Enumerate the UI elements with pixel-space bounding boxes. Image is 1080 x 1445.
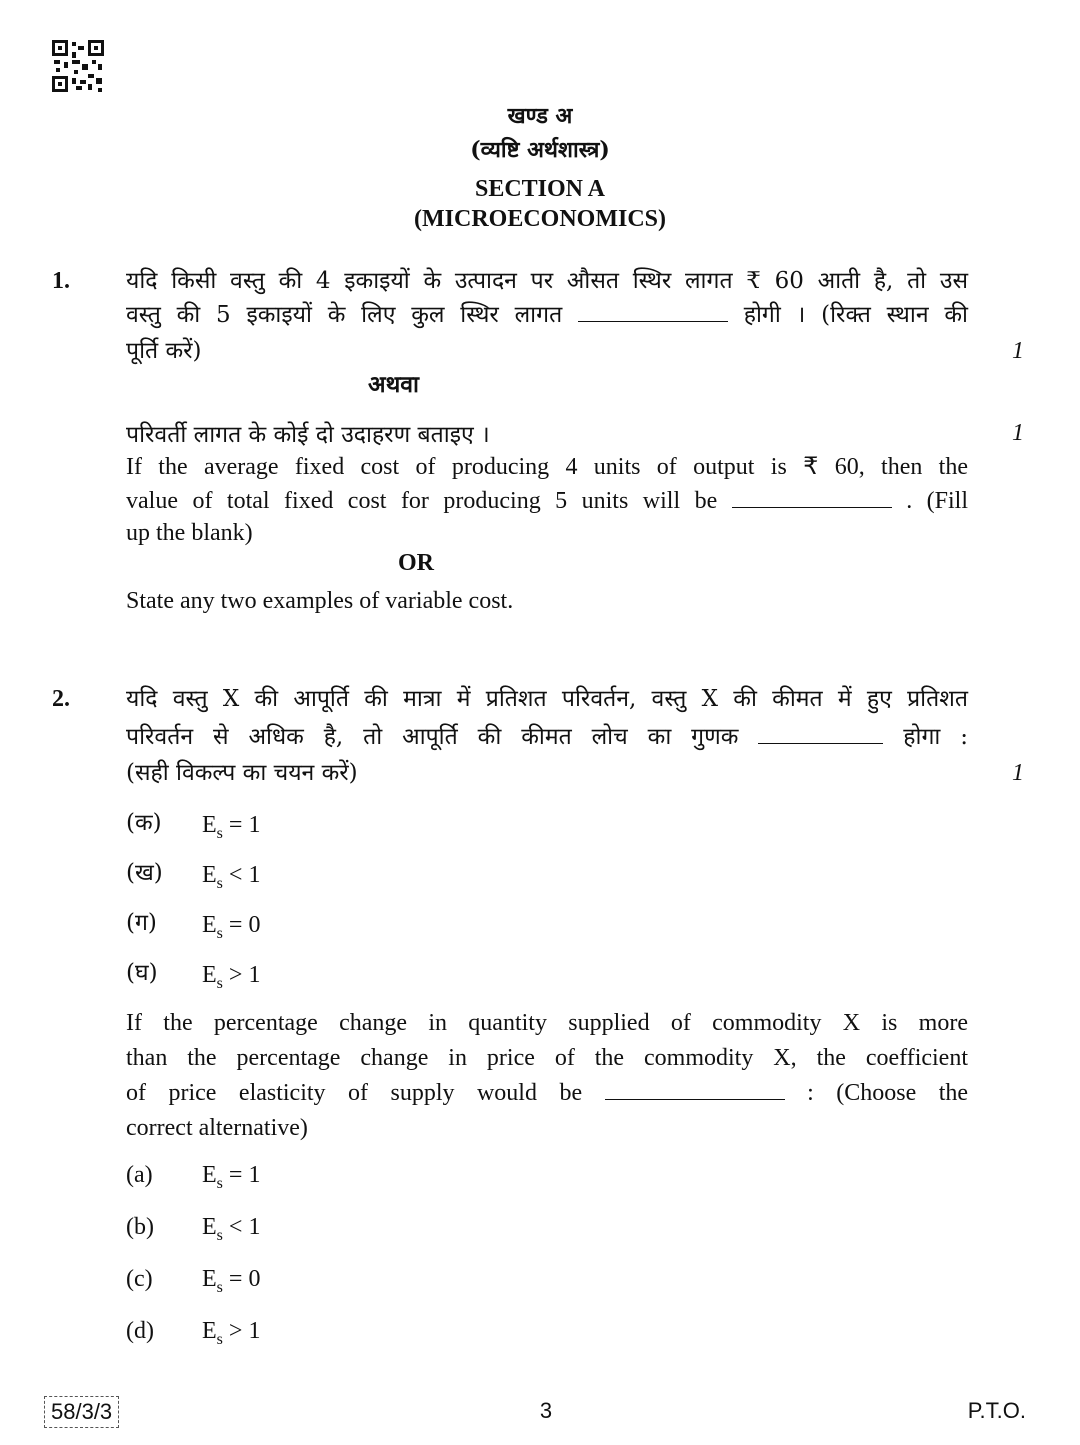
marks: 1 bbox=[1012, 760, 1024, 786]
fill-blank bbox=[758, 721, 883, 744]
q2-english-line-1: If the percentage change in quantity supplied of commodity X is more bbox=[126, 1010, 968, 1036]
q2-hindi-line-1: यदि वस्तु X की आपूर्ति की मात्रा में प्रतिशत परिवर्तन, वस्तु X की कीमत में हुए प्रतिशत bbox=[126, 686, 968, 712]
option-label: (ख) bbox=[126, 860, 163, 886]
option-value: $E_s > 1$ bbox=[202, 962, 261, 992]
q1-english-line-2 bbox=[126, 484, 968, 518]
fill-blank bbox=[605, 1077, 785, 1100]
option-label: (b) bbox=[126, 1214, 154, 1240]
q2-english-line-3a: of price elasticity of supply would be bbox=[126, 1080, 583, 1106]
marks: 1 bbox=[1012, 420, 1024, 446]
fill-blank bbox=[732, 485, 892, 508]
q2-english-line-3 bbox=[126, 1076, 968, 1110]
q2-english-line-3b: : (Choose the bbox=[807, 1080, 969, 1106]
q2-english-line-2: than the percentage change in price of the commodity X, the coefficient bbox=[126, 1045, 968, 1071]
option-value: $E_s < 1$ bbox=[202, 862, 261, 892]
q1-english-line-1: If the average fixed cost of producing 4 units of output is ₹ 60, then the bbox=[126, 454, 968, 480]
or-hindi: अथवा bbox=[368, 371, 420, 398]
page-number: 3 bbox=[539, 1398, 553, 1423]
q1-english-alternative: State any two examples of variable cost. bbox=[126, 588, 514, 614]
question-number: 2. bbox=[52, 686, 70, 712]
q1-english-line-3: up the blank) bbox=[126, 520, 253, 546]
option-label: (d) bbox=[126, 1318, 154, 1344]
paper-code: 58/3/3 bbox=[44, 1396, 119, 1428]
option-label: (घ) bbox=[126, 960, 158, 986]
q2-hindi-line-2b: होगा : bbox=[903, 724, 969, 750]
question-number: 1. bbox=[52, 268, 70, 294]
option-label: (ग) bbox=[126, 910, 157, 936]
subject-heading-english: (MICROECONOMICS) bbox=[414, 206, 666, 232]
q1-hindi-line-2b: होगी । (रिक्त स्थान की bbox=[743, 302, 968, 328]
q2-hindi-line-2 bbox=[126, 720, 968, 754]
option-label: (c) bbox=[126, 1266, 153, 1292]
option-value: $E_s = 0$ bbox=[202, 912, 261, 942]
q2-english-line-4: correct alternative) bbox=[126, 1115, 308, 1141]
q2-hindi-line-2a: परिवर्तन से अधिक है, तो आपूर्ति की कीमत लोच का गुणक bbox=[126, 724, 739, 750]
q1-hindi-line-3: पूर्ति करें) bbox=[126, 338, 202, 364]
subject-heading-hindi: (व्यष्टि अर्थशास्त्र) bbox=[470, 137, 610, 163]
option-value: $E_s = 1$ bbox=[202, 1162, 261, 1192]
q2-hindi-line-3: (सही विकल्प का चयन करें) bbox=[126, 760, 358, 786]
q1-hindi-alternative: परिवर्ती लागत के कोई दो उदाहरण बताइए । bbox=[126, 422, 490, 448]
or-english: OR bbox=[398, 550, 434, 576]
option-value: $E_s < 1$ bbox=[202, 1214, 261, 1244]
section-heading-english: SECTION A bbox=[474, 176, 606, 202]
q1-hindi-line-2 bbox=[126, 298, 968, 332]
please-turn-over: P.T.O. bbox=[967, 1398, 1026, 1423]
option-value: $E_s = 0$ bbox=[202, 1266, 261, 1296]
qr-code-icon bbox=[52, 40, 104, 92]
option-label: (a) bbox=[126, 1162, 153, 1188]
option-value: $E_s = 1$ bbox=[202, 812, 261, 842]
option-value: $E_s > 1$ bbox=[202, 1318, 261, 1348]
q1-english-line-2a: value of total fixed cost for producing 5 units will be bbox=[126, 488, 718, 514]
marks: 1 bbox=[1012, 338, 1024, 364]
q1-hindi-line-1: यदि किसी वस्तु की 4 इकाइयों के उत्पादन पर औसत स्थिर लागत ₹ 60 आती है, तो उस bbox=[126, 268, 968, 294]
section-heading-hindi: खण्ड अ bbox=[507, 103, 573, 129]
fill-blank bbox=[578, 299, 728, 322]
q1-hindi-line-2a: वस्तु की 5 इकाइयों के लिए कुल स्थिर लागत bbox=[126, 302, 563, 328]
q1-english-line-2b: . (Fill bbox=[906, 488, 968, 514]
option-label: (क) bbox=[126, 810, 162, 836]
